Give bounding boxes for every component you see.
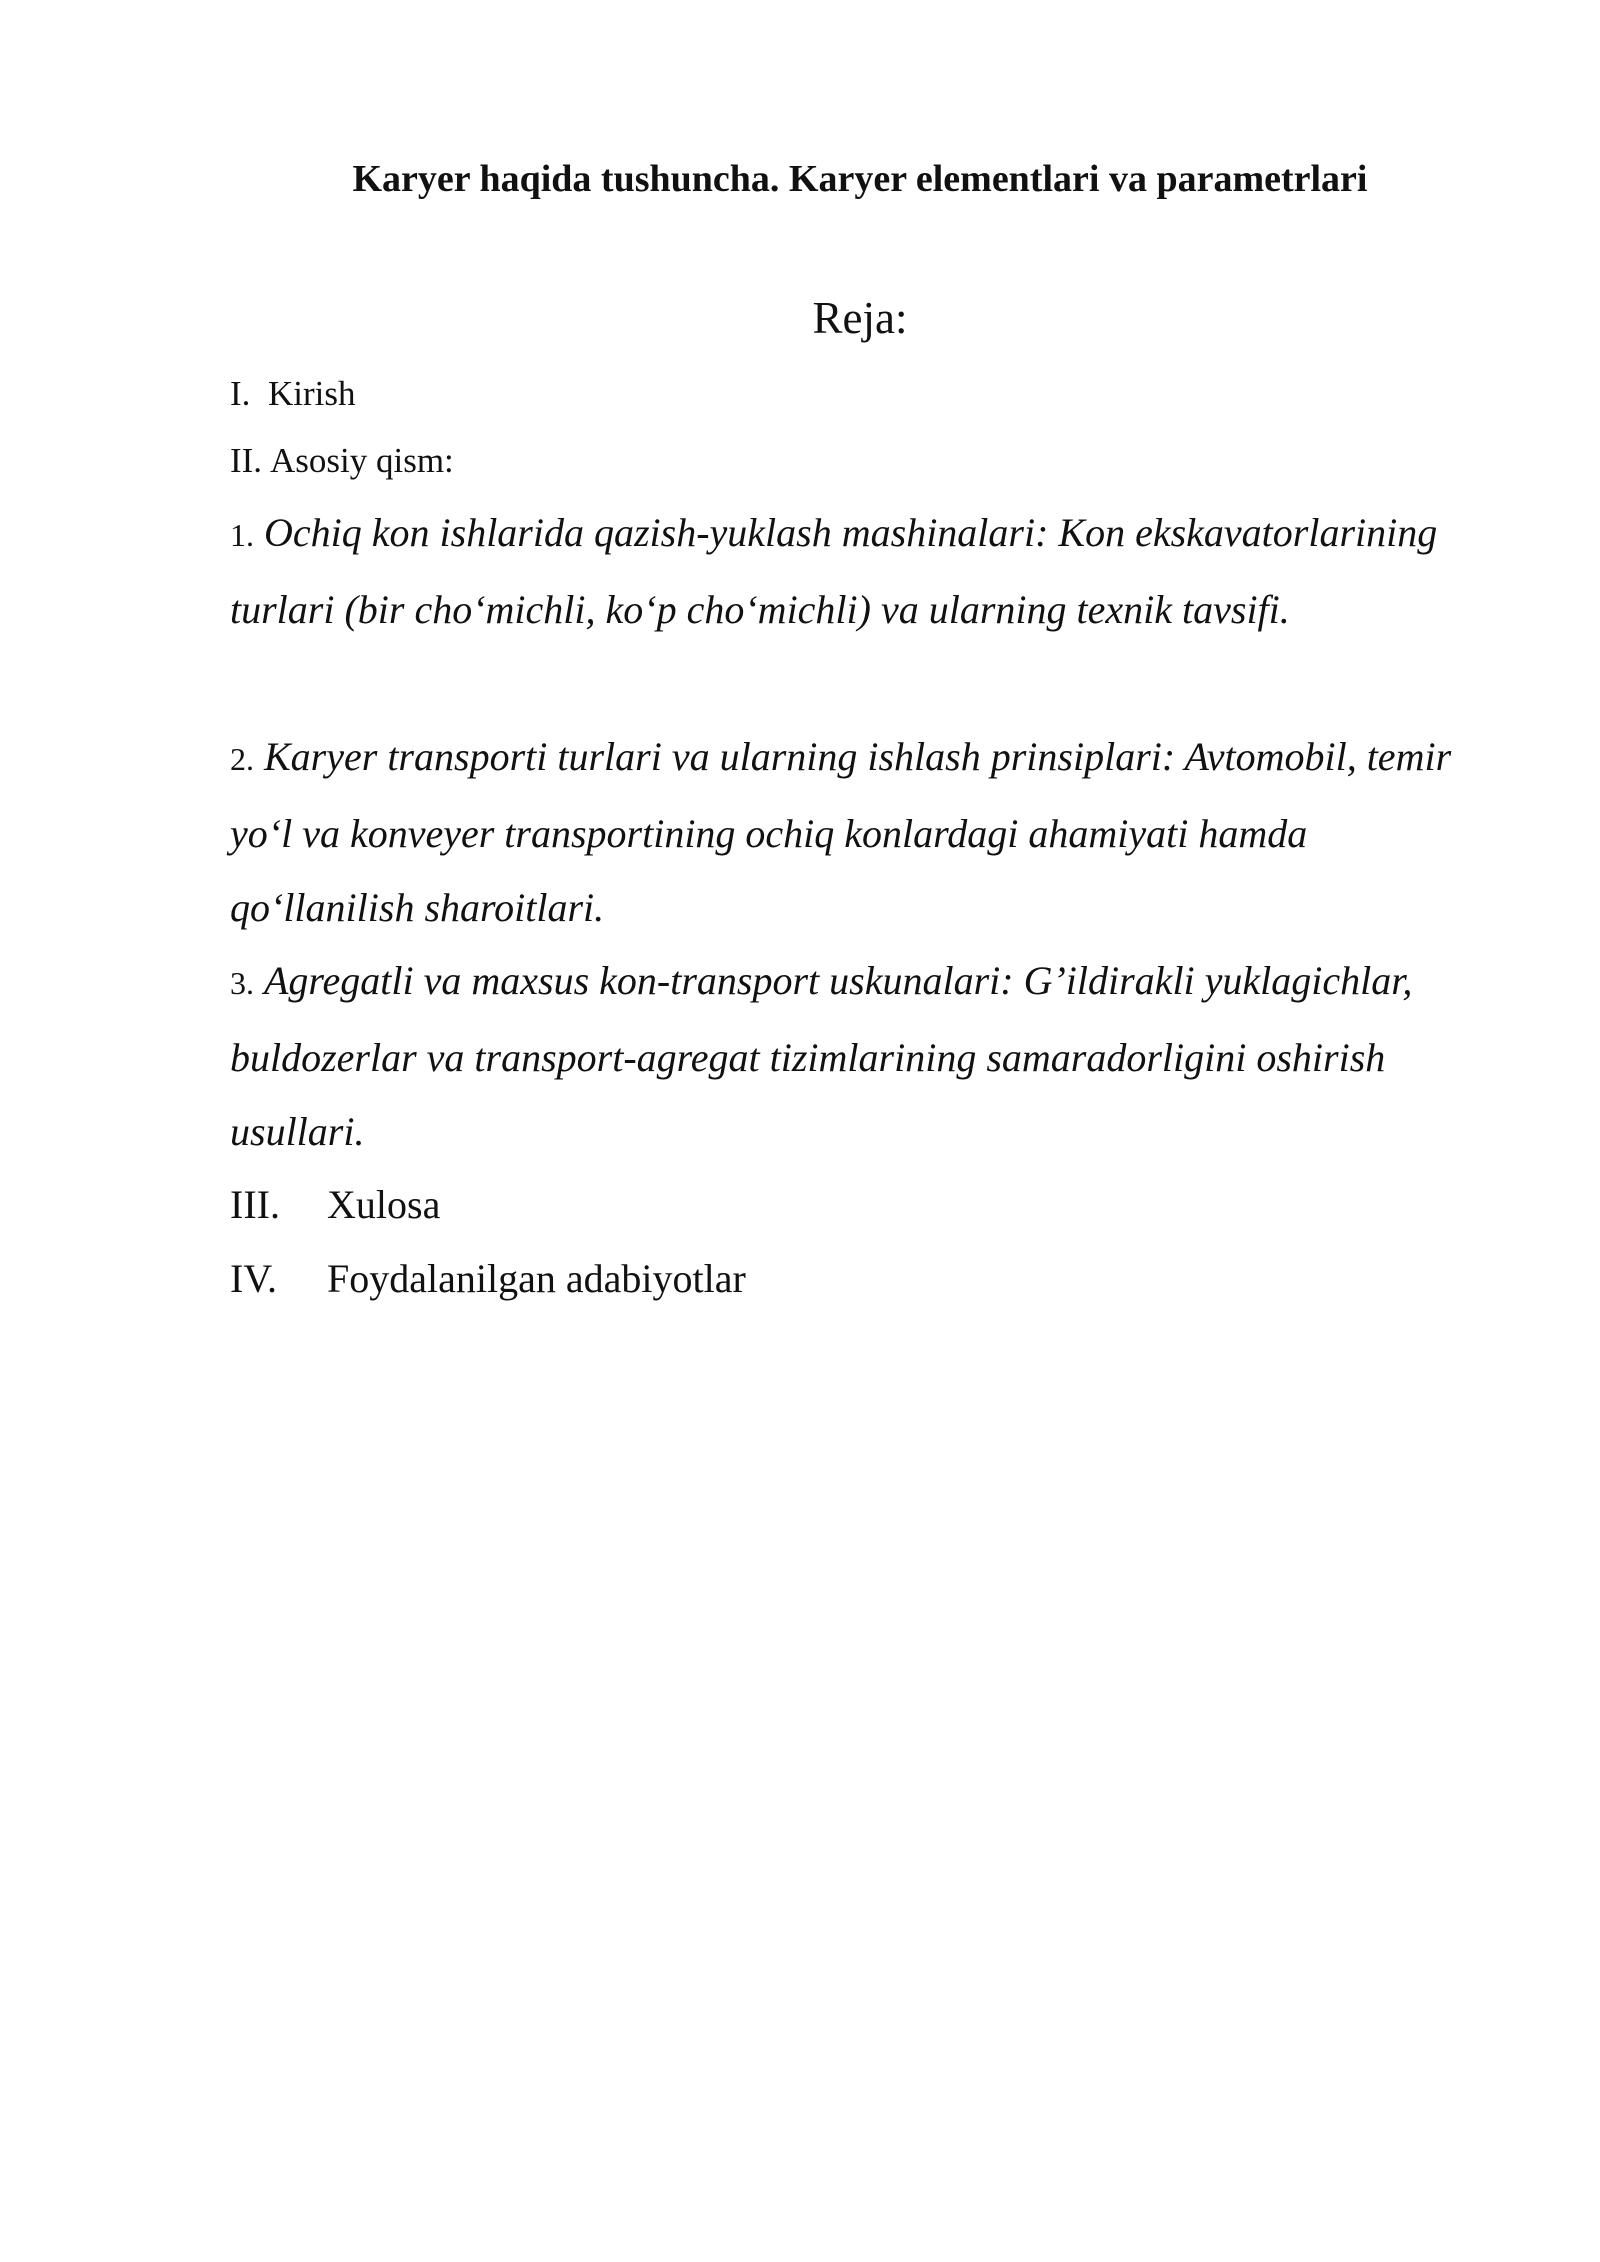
outline-item-references [230, 1242, 746, 1316]
subitem-number: 2. [230, 741, 254, 777]
outline-number: I. [230, 374, 251, 413]
outline-item-conclusion [230, 1168, 440, 1242]
outline-number: IV. [230, 1256, 278, 1301]
subitem-text: Ochiq kon ishlarida qazish-yuklash mashinalari: Kon ekskavatorlarining turlari (bir cho‘michli, ko‘p cho‘michli) va ularning texnik tavsifi. [230, 510, 1438, 632]
subitem-number: 1. [230, 517, 254, 553]
plan-heading: Reja: [812, 293, 908, 343]
subitem-number: 3. [230, 965, 254, 1001]
outline-number: II. [230, 441, 263, 480]
outline-item-intro [230, 370, 356, 418]
outline-label: Asosiy qism: [270, 441, 454, 480]
outline-number: III. [230, 1182, 280, 1227]
outline-label: Kirish [268, 374, 356, 413]
subitem-text: Karyer transporti turlari va ularning ishlash prinsiplari: Avtomobil, temir yo‘l va konveyer transportining ochiq konlardagi ahamiyati hamda qo‘llanilish sharoitlari. [230, 734, 1452, 930]
document-title: Karyer haqida tushuncha. Karyer elementlari va parametrlari [352, 158, 1368, 200]
subitem-text: Agregatli va maxsus kon-transport uskunalari: G’ildirakli yuklagichlar, buldozerlar va transport-agregat tizimlarining samaradorligini oshirish usullari. [230, 958, 1413, 1154]
plan-subitem [230, 944, 1500, 1170]
plan-subitem [230, 720, 1500, 946]
outline-item-main [230, 437, 454, 485]
outline-label: Xulosa [327, 1182, 441, 1227]
outline-label: Foydalanilgan adabiyotlar [327, 1256, 746, 1301]
plan-subitem [230, 496, 1500, 647]
